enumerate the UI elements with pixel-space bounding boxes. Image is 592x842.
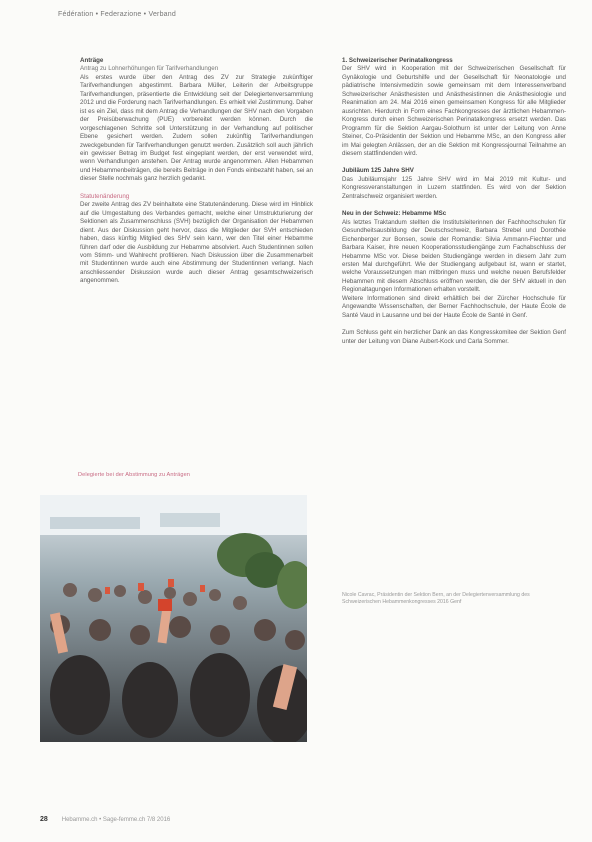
- paragraph: Der zweite Antrag des ZV beinhaltete eine Statutenänderung. Diese wird im Hinblick auf die Umgestaltung des Verbandes gemacht, welche einer Umstrukturierung der Sektionen als Zusammenschluss (SVH) bezüglich der Organisation der Hebammen dient. Aus der Diskussion geht hervor, dass die Mitglieder der SVH entschieden haben, dass künftig Mitglied des SHV sein kann, wer den Titel einer Hebamme führen darf oder die Ausbildung zur Hebamme absolviert. Auch Studentinnen sollen vom Stimm- und Wahlrecht profitieren. Nach Diskussion über die Zusammenarbeit mit Studentinnen wurde auch eine Abstimmung der Studentinnen verlangt. Nach anschliessender Diskussion wurde auch dieser Antrag gesamtschweizerisch angenommen.: [80, 201, 313, 285]
- paragraph: Zum Schluss geht ein herzlicher Dank an das Kongresskomitee der Sektion Genf unter der Leitung von Diane Aubert-Kock und Carla Sommer.: [342, 329, 566, 345]
- left-column: [80, 57, 313, 286]
- breadcrumb: Fédération • Federazione • Verband: [58, 11, 176, 18]
- subheading: Antrag zu Lohnerhöhungen für Tarifverhandlungen: [80, 65, 219, 73]
- section-heading: Jubiläum 125 Jahre SHV: [342, 167, 414, 175]
- section-heading: Statutenänderung: [80, 192, 130, 200]
- section-heading: 1. Schweizerischer Perinatalkongress: [342, 57, 453, 64]
- paragraph: Als letztes Traktandum stellten die Institutsleiterinnen der Fachhochschulen für Gesundheitsausbildung der Deutschschweiz, Barbara Strebel und Dorothée Eichenberger zur Bonsen, sowie der Romandie: Silvia Ammann-Fiechter und Barbara Kaiser, ihre neuen Kooperationsstudiengänge zum Fachabschluss der Hebamme MSc vor. Diese beiden Studiengänge werden in diesem Jahr zum ersten Mal durchgeführt. Wie der Studiengang aufgebaut ist, wann er startet, welche Voraussetzungen man mitbringen muss und welche neuen Berufsfelder Hebammen mit diesem Abschluss eröffnen werden, die der SHV aktuell in den Regionaltagungen Informationen erhalten vorstellt.: [342, 218, 566, 294]
- publication-line: Hebamme.ch • Sage-femme.ch 7/8 2016: [61, 817, 171, 823]
- right-column: [342, 57, 566, 346]
- photo-caption-right: Nicole Cavrac, Präsidentin der Sektion Bern, an der Delegiertenversammlung des Schweizerischen Hebammenkongresses 2016 Genf: [342, 592, 530, 605]
- paragraph: Das Jubiläumsjahr 125 Jahre SHV wird im Mai 2019 mit Kultur- und Kongressveranstaltungen in Luzern stattfinden. Es wird von der Sektion Zentralschweiz organisiert werden.: [342, 175, 566, 200]
- section-heading: Neu in der Schweiz: Hebamme MSc: [342, 210, 447, 218]
- section-heading: Anträge: [80, 57, 104, 64]
- delegates-photo: [40, 495, 307, 742]
- paragraph: Als erstes wurde über den Antrag des ZV zur Strategie zukünftiger Tarifverhandlungen abgestimmt. Barbara Müller, Leiterin der Arbeitsgruppe Tarifverhandlungen, präsentierte die Entwicklung seit der Delegiertenversammlung 2012 und die Forderung nach Tarifverhandlungen. Es erhielt viel Zustimmung. Daher ist es ein Ziel, dass mit dem Antrag die Verhandlungen der SHV nach den Vorgaben der Preisüberwachung (PUE) vorbereitet werden können. Durch die vorgeschlagenen Schritte soll Unterstützung in der Verhandlung auf politischer Ebene gesichert werden. Zudem sollen zukünftig Tarifverhandlungen zweckgebunden für Tarifverhandlungen genutzt werden. Zusätzlich soll auch jährlich ein gewisser Betrag im Budget fest eingeplant werden, der erst verwendet wird, wenn Verhandlungen anstehen. Der Antrag wurde angenommen. Allen Hebammen und Hebammenbeiträgen, die bereits Beiträge in den Fonds einbezahlt haben, sei an dieser Stelle nochmals ganz herzlich gedankt.: [80, 73, 313, 183]
- paragraph: Weitere Informationen sind direkt erhältlich bei der Zürcher Hochschule für Angewandte Wissenschaften, der Berner Fachhochschule, der Haute École de Santé Vaud in Lausanne und bei der Haute École de Santé in Genf.: [342, 294, 566, 319]
- paragraph: Der SHV wird in Kooperation mit der Schweizerischen Gesellschaft für Gynäkologie und Geburtshilfe und der Gesellschaft für Neonatologie und pädiatrische Intensivmedizin sowie gemeinsam mit dem Interessenverband Schweizerischer Anästhesisten und Anästhesistinnen die Anästhesiologie und Reanimation am 24. Mai 2016 einen gemeinsamen Kongress für alle Mitglieder ausrichten. Hierdurch in Form eines Fachkongresses der ärztlichen Hebammen-Kongress durch einen Schweizerischen Perinatalkongress ersetzt werden. Das Programm für die Sektion Aargau-Solothurn ist unter der Leitung von Anne Steiner, Co-Präsidentin der Sektion und Hebamme MSc, an den Kongress aller im Mai gelegten Anlässen, der an die Sektion mit Kongressjournal Teilnahme an diesem stattfindenden wird.: [342, 65, 566, 157]
- page-number: 28: [40, 816, 48, 823]
- photo-caption: Delegierte bei der Abstimmung zu Anträgen: [78, 472, 190, 478]
- page-footer: [40, 816, 170, 823]
